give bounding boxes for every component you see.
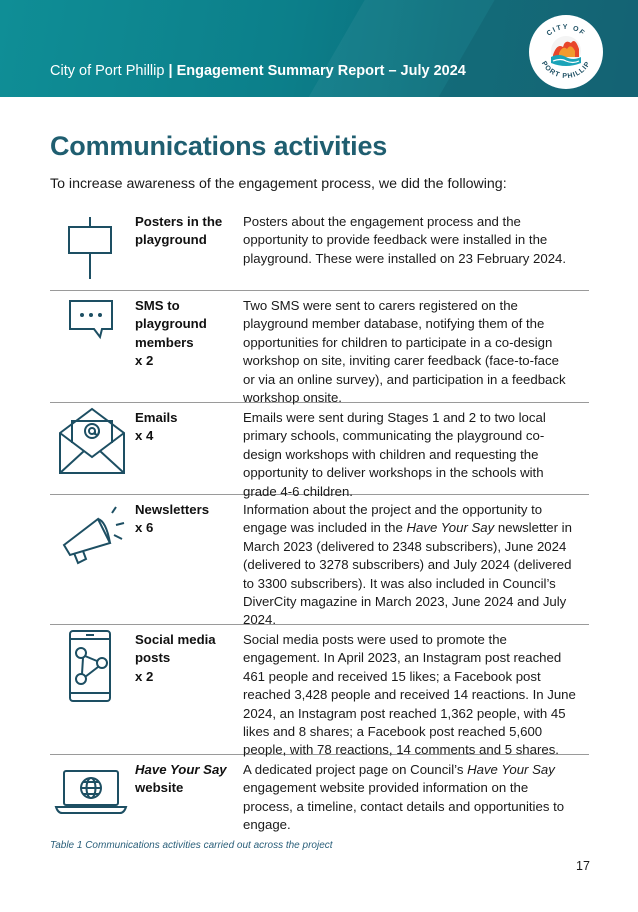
activity-description: Two SMS were sent to carers registered on the playground member database, notifying them of the opportunities for children to participate in a co-design workshop on site, inviting carer feedback (face-to-face or via an online survey), and participation in a feedback workshop onsite. bbox=[243, 298, 566, 406]
header-org: City of Port Phillip bbox=[50, 63, 165, 79]
activity-description: Information about the project and the opportunity to engage was included in the Have Your Say newsletter in March 2023 (delivered to 2348 subscribers), June 2024 (delivered to 3278 subscribers) and July 2024 (delivered to 3300 subscribers). It was also included in Council’s DiverCity magazine in March 2023, June 2024 and July 2024. bbox=[243, 502, 572, 628]
social-network-phone-icon bbox=[50, 625, 132, 755]
svg-text:CITY OF bbox=[546, 24, 587, 38]
table-row bbox=[50, 207, 589, 291]
activity-description: Posters about the engagement process and the opportunity to provide feedback were installed in the playground. These were installed on 23 February 2024. bbox=[243, 214, 567, 266]
intro-text: To increase awareness of the engagement process, we did the following: bbox=[50, 176, 507, 192]
activity-label: Have Your Say website bbox=[135, 762, 227, 796]
table-row bbox=[50, 403, 589, 499]
activity-description: Emails were sent during Stages 1 and 2 to two local primary schools, communicating the playground co- design workshops with children and requesting the opportunity to deliver workshops in the schools with grade 4-6 children. bbox=[243, 410, 546, 499]
city-of-port-phillip-logo bbox=[529, 15, 603, 89]
activity-label: Newsletters x 6 bbox=[135, 502, 210, 536]
poster-icon bbox=[50, 207, 132, 291]
megaphone-icon bbox=[50, 495, 132, 625]
activity-label: Emails x 4 bbox=[135, 410, 178, 444]
table-caption: Table 1 Communications activities carried out across the project bbox=[50, 840, 333, 851]
table-row bbox=[50, 291, 589, 406]
laptop-globe-icon bbox=[50, 755, 132, 831]
page-number: 17 bbox=[576, 859, 590, 873]
header-separator: | bbox=[164, 63, 177, 79]
report-header bbox=[0, 0, 638, 97]
header-report-title: Engagement Summary Report – July 2024 bbox=[176, 63, 466, 79]
table-row bbox=[50, 625, 589, 758]
email-envelope-icon bbox=[50, 403, 132, 495]
activity-description: Social media posts were used to promote the engagement. In April 2023, an Instagram post reached 461 people and received 15 likes; a Facebook post reached 3,428 people and received 14 reactions. In June 2024, an Instagram post reached 1,362 people, with 45 likes and 8 shares; a Facebook post reached 5,600 people, with 78 reactions, 14 comments and 5 shares. bbox=[243, 632, 576, 758]
logo-text-top: CITY OF bbox=[545, 23, 587, 38]
activity-label: Posters in the playground bbox=[135, 214, 223, 248]
logo-text-bottom: PORT PHILLIP bbox=[539, 60, 593, 81]
header-title bbox=[50, 63, 466, 79]
activity-label: Social media posts x 2 bbox=[135, 632, 216, 684]
table-row bbox=[50, 495, 589, 628]
page-title: Communications activities bbox=[50, 131, 388, 161]
activity-label: SMS to playground members x 2 bbox=[135, 298, 207, 369]
activity-description: A dedicated project page on Council’s Have Your Say engagement website provided information on the process, a timeline, contact details and opportunities to engage. bbox=[243, 762, 565, 833]
communications-table bbox=[50, 207, 589, 831]
sms-chat-icon bbox=[50, 291, 132, 403]
table-row bbox=[50, 755, 589, 831]
